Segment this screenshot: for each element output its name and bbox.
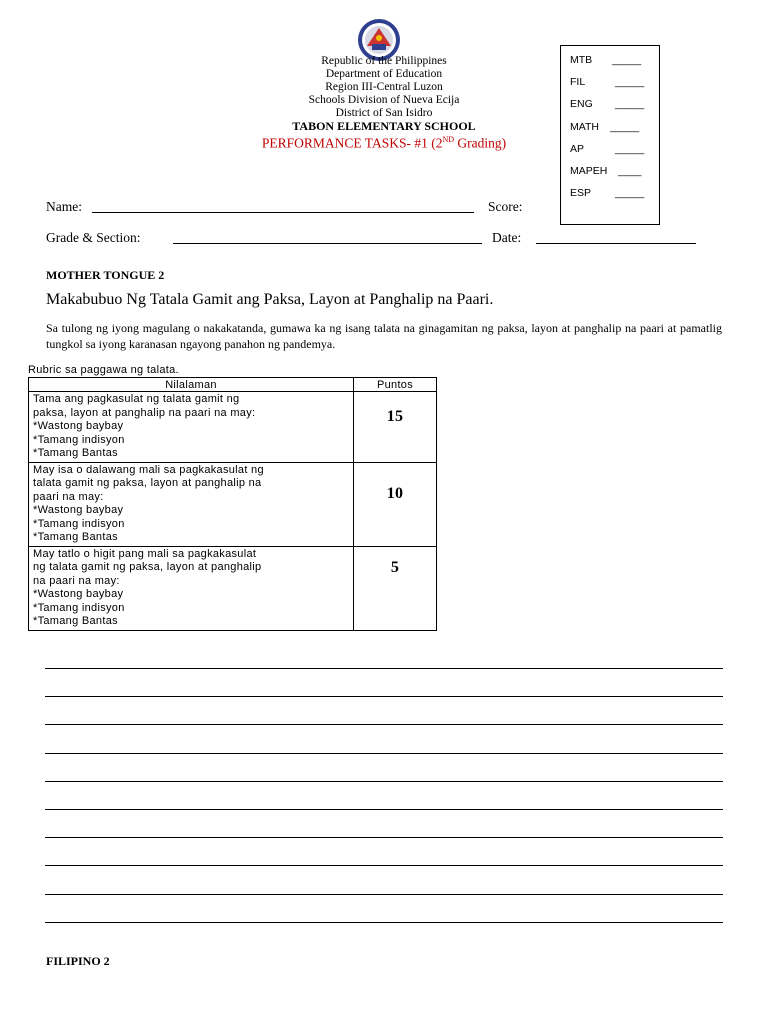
criteria-line: *Tamang Bantas [33,531,118,543]
rubric-points: 5 [354,546,437,630]
writing-line[interactable] [45,922,723,923]
rubric-col-points: Puntos [354,378,437,392]
writing-line[interactable] [45,894,723,895]
header-line: District of San Isidro [335,107,433,119]
criteria-line: *Wastong baybay [33,504,124,516]
subject-mapeh: MAPEH ____ [570,165,642,177]
grade-section-label: Grade & Section: [46,230,141,245]
header-line: Republic of the Philippines [321,55,447,67]
writing-line[interactable] [45,753,723,754]
date-blank-line[interactable] [536,243,696,244]
performance-task-title: PERFORMANCE TASKS- #1 (2ND Grading) [261,135,507,151]
section-filipino: FILIPINO 2 [46,954,110,968]
grade-section-blank-line[interactable] [173,243,482,244]
criteria-line: *Tamang Bantas [33,447,118,459]
subject-math: MATH _____ [570,121,640,133]
rubric-col-content: Nilalaman [29,378,354,392]
lesson-title: Makabubuo Ng Tatala Gamit ang Paksa, Layon at Panghalip na Paari. [46,291,494,308]
school-name: TABON ELEMENTARY SCHOOL [292,119,476,133]
subject-eng: ENG _____ [570,98,645,110]
header-line: Region III-Central Luzon [325,81,443,93]
criteria-line: paari na may: [33,490,104,503]
criteria-line: *Tamang indisyon [33,517,125,530]
table-row [29,392,437,463]
rubric-points: 15 [354,392,437,463]
writing-line[interactable] [45,837,723,838]
header-block [200,55,568,150]
instruction-text: Sa tulong ng iyong magulang o nakakatanda, gumawa ka ng isang talata na ginagamitan ng paksa, layon at panghalip na paari at pamatlig tungkol sa iyong karanasan ngayong panahon ng pandemya. [46,321,722,351]
criteria-line: Tama ang pagkasulat ng talata gamit ng [33,393,240,405]
criteria-line: *Tamang indisyon [33,433,125,446]
table-row [29,546,437,630]
criteria-line: May isa o dalawang mali sa pagkakasulat ng [33,463,264,476]
rubric-caption: Rubric sa paggawa ng talata. [28,364,179,376]
criteria-line: na paari na may: [33,574,120,587]
criteria-line: talata gamit ng paksa, layon at panghalip na [33,477,262,489]
header-line: Department of Education [325,68,443,80]
rubric-table [28,377,437,631]
name-blank-line[interactable] [92,212,474,213]
writing-line[interactable] [45,696,723,697]
criteria-line: paksa, layon at panghalip na paari na may: [33,406,256,419]
subject-ap: AP _____ [570,143,645,155]
date-label: Date: [492,230,522,245]
name-label: Name: [46,199,82,214]
rubric-criteria [29,546,354,630]
criteria-line: ng talata gamit ng paksa, layon at panghalip [33,561,262,573]
criteria-line: May tatlo o higit pang mali sa pagkakasulat [33,547,257,560]
rubric-header-row [29,378,437,392]
header-line: Schools Division of Nueva Ecija [308,94,460,106]
section-mother-tongue: MOTHER TONGUE 2 [46,268,165,282]
criteria-line: *Tamang Bantas [33,615,118,627]
writing-line[interactable] [45,668,723,669]
subject-fil: FIL _____ [570,76,645,88]
writing-line[interactable] [45,865,723,866]
subject-score-box [560,45,660,225]
criteria-line: *Tamang indisyon [33,601,125,614]
writing-line[interactable] [45,781,723,782]
subject-esp: ESP _____ [570,187,645,199]
score-label: Score: [488,199,523,214]
criteria-line: *Wastong baybay [33,588,124,600]
criteria-line: *Wastong baybay [33,420,124,432]
table-row [29,462,437,546]
rubric-criteria [29,462,354,546]
rubric-criteria [29,392,354,463]
rubric-points: 10 [354,462,437,546]
writing-line[interactable] [45,809,723,810]
writing-line[interactable] [45,724,723,725]
subject-mtb: MTB _____ [570,54,642,66]
